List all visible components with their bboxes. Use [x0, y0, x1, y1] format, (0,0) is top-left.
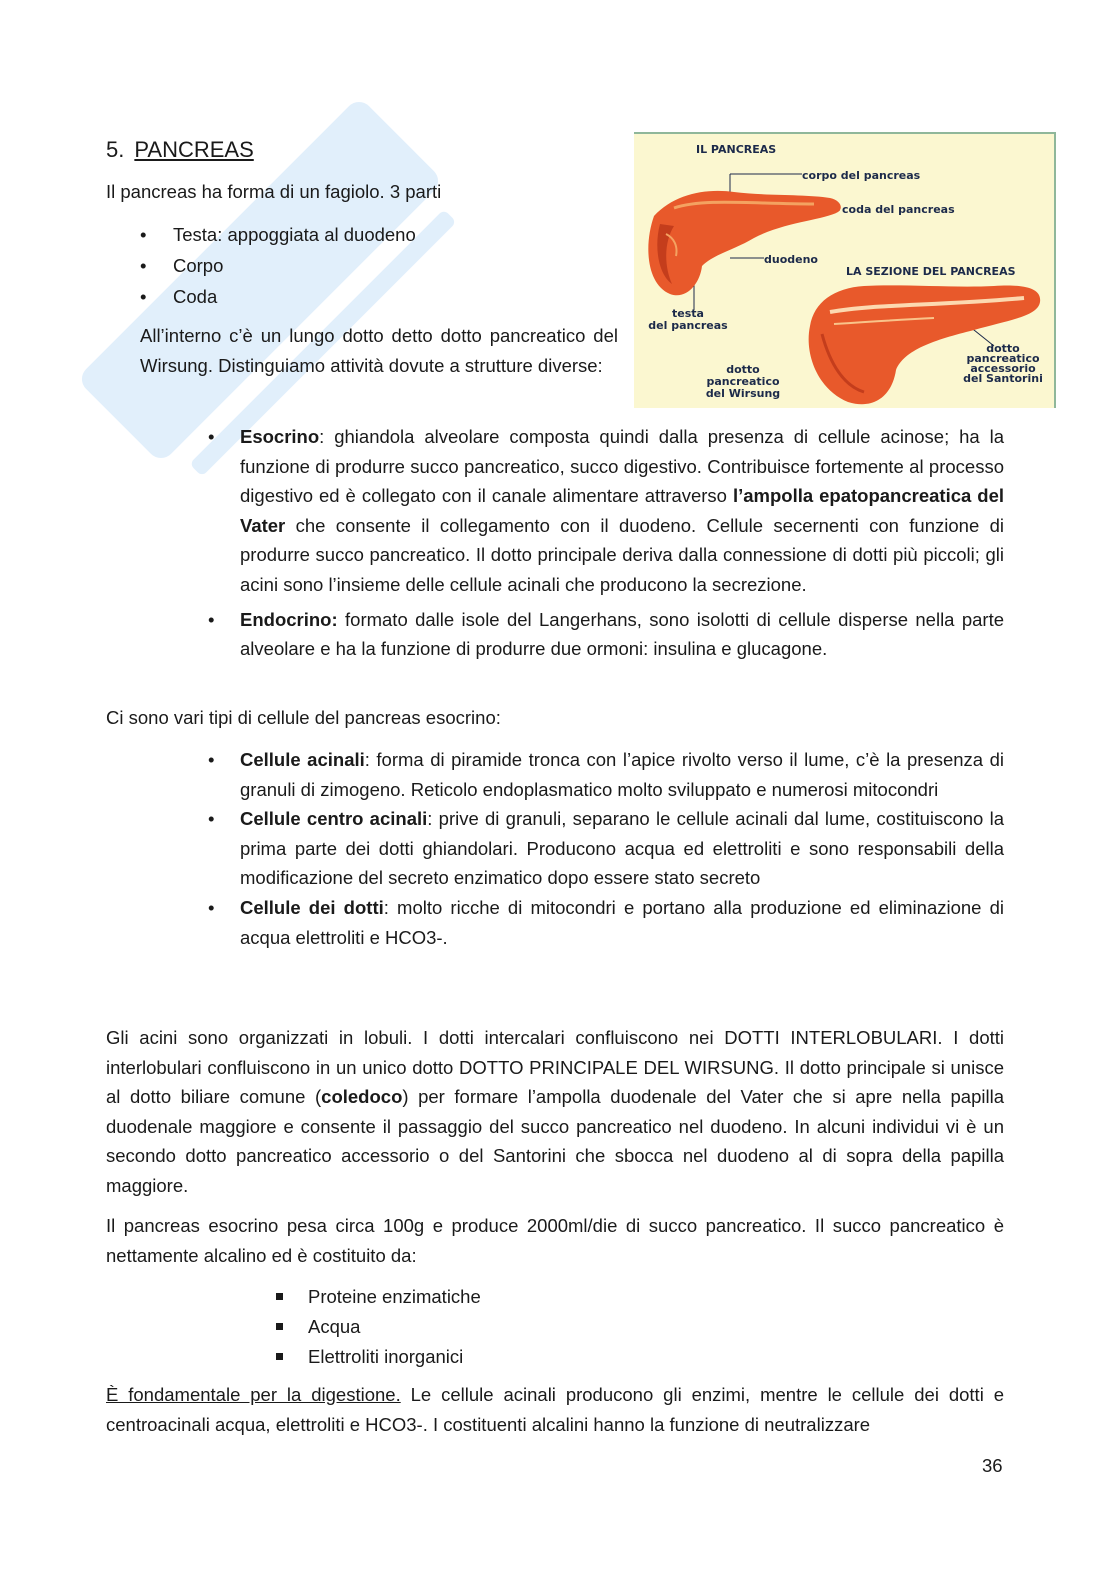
- list-item: [208, 804, 1004, 893]
- label-duodeno: duodeno: [764, 253, 818, 266]
- list-item: [208, 893, 1005, 952]
- label-santorini-line2: pancreatico: [966, 352, 1040, 365]
- bold-text: coledoco: [321, 1086, 403, 1108]
- list-item: Proteine enzimatiche: [308, 1282, 481, 1312]
- text: : molto ricche di mitocondri e portano alla produzione ed eliminazione di acqua elettroliti e HCO3-.: [240, 896, 1005, 948]
- label-testa-line1: testa: [672, 307, 704, 320]
- constituents-list: [308, 1282, 481, 1372]
- list-item: • Testa: appoggiata al duodeno: [140, 219, 416, 250]
- term: Cellule centro acinali: [240, 808, 428, 830]
- pancreas-parts-list: [140, 219, 416, 312]
- section-heading: [106, 134, 254, 166]
- intro-text: Il pancreas ha forma di un fagiolo. 3 parti: [106, 181, 442, 202]
- bullet-icon: •: [208, 896, 215, 918]
- label-santorini-line1: dotto: [986, 342, 1020, 355]
- bullet-icon: •: [208, 808, 215, 830]
- list-item: • Coda: [140, 281, 416, 312]
- text: : prive di granuli, separano le cellule acinali dal lume, costituiscono la prima parte dei dotti ghiandolari. Producono acqua ed elettroliti e sono responsabili della modificazione del secreto enzimatico dopo essere stato secreto: [240, 808, 1004, 889]
- separator: [338, 609, 345, 630]
- text: ghiandola alveolare composta quindi dalla presenza di cellule acinose; ha la funzione di produrre succo pancreatico, succo digestivo. Contribuisce fortemente al processo digestivo ed è collegato con il canale alimentare attraverso: [240, 426, 1005, 507]
- text: ) per formare l’ampolla duodenale del Vater che si apre nella papilla duodenale maggiore e consente il passaggio del succo pancreatico nel duodeno. In alcuni individui vi è un secondo dotto pancreatico accessorio o del Santorini che sbocca nel duodeno al di sopra della papilla maggiore.: [106, 1086, 1004, 1196]
- acini-paragraph: [106, 1023, 1004, 1201]
- heading-number: 5.: [106, 137, 125, 162]
- succo-paragraph: Il pancreas esocrino pesa circa 100g e produce 2000ml/die di succo pancreatico. Il succo pancreatico è nettamente alcalino ed è costituito da:: [106, 1215, 1004, 1266]
- underlined-text: È fondamentale per la digestione.: [106, 1384, 401, 1405]
- text: Gli acini sono organizzati in lobuli. I dotti intercalari confluiscono nei DOTTI INTERLOBULARI. I dotti interlobulari confluiscono in un unico dotto DOTTO PRINCIPALE DEL WIRSUNG. Il dotto principale si unisce al dotto biliare comune (: [106, 1027, 1004, 1108]
- label-santorini: [960, 344, 1046, 384]
- bullet-icon: •: [208, 608, 215, 630]
- label-testa: [648, 308, 728, 332]
- list-item: Acqua: [308, 1312, 481, 1342]
- label-wirsung-line1: dotto pancreatico: [706, 363, 780, 388]
- cell-types-list: [208, 745, 1005, 952]
- label-wirsung-line2: del Wirsung: [705, 387, 781, 400]
- bold-text: l’ampolla epatopancreatica del Vater: [240, 485, 1005, 536]
- label-santorini-line3: accessorio: [970, 362, 1036, 375]
- cell-type-text: [240, 804, 1004, 893]
- label-wirsung: [688, 364, 798, 400]
- label-corpo: corpo del pancreas: [802, 169, 921, 182]
- pancreas-illustration: [634, 132, 1056, 408]
- label-coda: coda del pancreas: [842, 203, 955, 216]
- page-number: 36: [982, 1455, 1003, 1476]
- endocrino-text: [240, 605, 1004, 664]
- text: Le cellule acinali producono gli enzimi, mentre le cellule dei dotti e centroacinali acqua, elettroliti e HCO3-. I costituenti alcalini hanno la funzione di neutralizzare: [106, 1384, 1004, 1435]
- list-item: • Corpo: [140, 250, 416, 281]
- figure-title: IL PANCREAS: [696, 143, 777, 156]
- label-testa-line2: del pancreas: [648, 319, 728, 332]
- cell-type-text: [240, 745, 1004, 804]
- bullet-icon: •: [208, 426, 215, 447]
- separator: :: [319, 426, 335, 447]
- text: : forma di piramide tronca con l’apice rivolto verso il lume, c’è la presenza di granuli di zimogeno. Reticolo endoplasmatico molto sviluppato e numerosi mitocondri: [240, 749, 1004, 800]
- final-paragraph: [106, 1380, 1004, 1439]
- heading-text: PANCREAS: [134, 137, 254, 162]
- list-item: [208, 422, 1005, 600]
- term: Esocrino: [240, 426, 320, 447]
- text: formato dalle isole del Langerhans, sono isolotti di cellule disperse nella parte alveolare e ha la funzione di produrre due ormoni: insulina e glucagone.: [240, 608, 1004, 660]
- term: Cellule dei dotti: [240, 896, 384, 918]
- label-santorini-line4: del Santorini: [963, 372, 1043, 385]
- term: Endocrino:: [240, 608, 338, 630]
- cell-type-text: [240, 893, 1004, 952]
- list-item: [208, 605, 1004, 664]
- bullet-icon: •: [208, 749, 215, 770]
- list-item: Elettroliti inorganici: [308, 1342, 481, 1372]
- list-item: [208, 745, 1004, 804]
- wirsung-paragraph: All’interno c’è un lungo dotto detto dotto pancreatico del Wirsung. Distinguiamo attività dovute a strutture diverse:: [140, 325, 618, 376]
- esocrino-text: [240, 422, 1004, 600]
- figure-section-title: LA SEZIONE DEL PANCREAS: [846, 265, 1016, 278]
- functions-list: [208, 422, 1005, 664]
- text: che consente il collegamento con il duodeno. Cellule secernenti con funzione di produrre succo pancreatico. Il dotto principale deriva dalla connessione di dotti più piccoli; gli acini sono l’insieme delle cellule acinali che producono la secrezione.: [240, 514, 1004, 595]
- term: Cellule acinali: [240, 749, 365, 770]
- cell-types-intro: Ci sono vari tipi di cellule del pancreas esocrino:: [106, 707, 501, 728]
